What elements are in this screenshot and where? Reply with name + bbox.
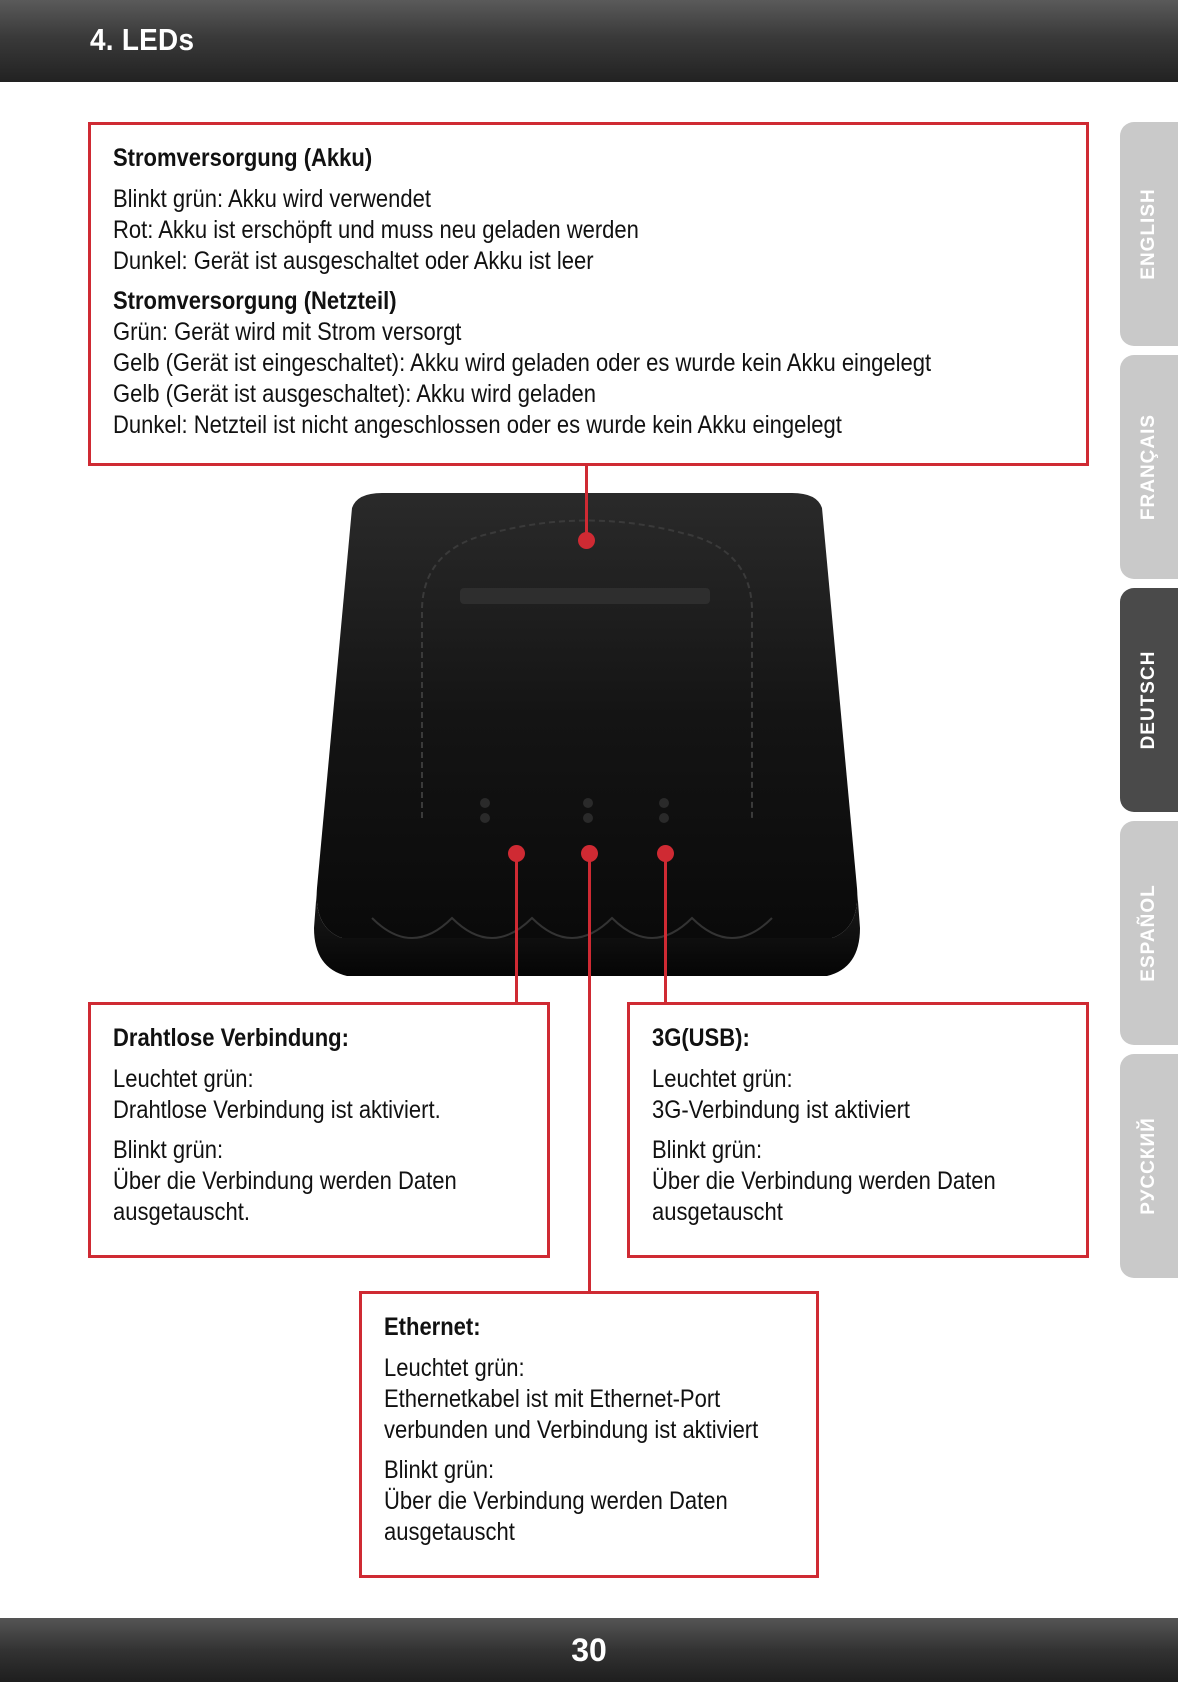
tab-francais-label: FRANÇAIS bbox=[1138, 413, 1159, 521]
ethernet-desc: Ethernetkabel ist mit Ethernet-Port bbox=[384, 1385, 721, 1413]
ethernet-led-box bbox=[359, 1291, 819, 1578]
adapter-line: Grün: Gerät wird mit Strom versorgt bbox=[113, 318, 462, 346]
usb-connector-line bbox=[664, 853, 667, 1003]
router-device-image bbox=[312, 488, 862, 980]
wireless-desc: ausgetauscht. bbox=[113, 1198, 250, 1226]
battery-line: Rot: Akku ist erschöpft und muss neu geladen werden bbox=[113, 216, 639, 244]
ethernet-state: Blinkt grün: bbox=[384, 1456, 495, 1484]
adapter-heading: Stromversorgung (Netzteil) bbox=[113, 287, 397, 315]
power-connector-line bbox=[585, 462, 588, 540]
ethernet-state: Leuchtet grün: bbox=[384, 1354, 525, 1382]
wireless-state: Leuchtet grün: bbox=[113, 1065, 254, 1093]
page-footer bbox=[0, 1618, 1178, 1682]
wireless-led-box bbox=[88, 1002, 550, 1258]
usb-led-dot bbox=[657, 845, 674, 862]
ethernet-desc: Über die Verbindung werden Daten bbox=[384, 1487, 728, 1515]
tab-russian[interactable] bbox=[1120, 1054, 1178, 1278]
ethernet-desc: verbunden und Verbindung ist aktiviert bbox=[384, 1416, 759, 1444]
page-title: 4. LEDs bbox=[90, 22, 195, 57]
power-led-box bbox=[88, 122, 1089, 466]
tab-deutsch[interactable] bbox=[1120, 588, 1178, 812]
wireless-heading: Drahtlose Verbindung: bbox=[113, 1024, 349, 1052]
usb-desc: Über die Verbindung werden Daten bbox=[652, 1167, 996, 1195]
adapter-line: Dunkel: Netzteil ist nicht angeschlossen oder es wurde kein Akku eingelegt bbox=[113, 411, 842, 439]
battery-line: Dunkel: Gerät ist ausgeschaltet oder Akku ist leer bbox=[113, 247, 594, 275]
battery-line: Blinkt grün: Akku wird verwendet bbox=[113, 185, 431, 213]
tab-english[interactable] bbox=[1120, 122, 1178, 346]
wireless-state: Blinkt grün: bbox=[113, 1136, 224, 1164]
tab-english-label: ENGLISH bbox=[1138, 188, 1159, 280]
usb-desc: ausgetauscht bbox=[652, 1198, 783, 1226]
tab-deutsch-label: DEUTSCH bbox=[1138, 650, 1159, 750]
tab-russian-label: РУССКИЙ bbox=[1138, 1117, 1159, 1215]
wireless-desc: Drahtlose Verbindung ist aktiviert. bbox=[113, 1096, 441, 1124]
usb-heading: 3G(USB): bbox=[652, 1024, 750, 1052]
tab-francais[interactable] bbox=[1120, 355, 1178, 579]
usb-state: Blinkt grün: bbox=[652, 1136, 763, 1164]
page-header bbox=[0, 0, 1178, 82]
battery-heading: Stromversorgung (Akku) bbox=[113, 144, 373, 172]
wireless-connector-line bbox=[515, 853, 518, 1003]
adapter-line: Gelb (Gerät ist ausgeschaltet): Akku wird geladen bbox=[113, 380, 597, 408]
tab-espanol[interactable] bbox=[1120, 821, 1178, 1045]
usb-desc: 3G-Verbindung ist aktiviert bbox=[652, 1096, 911, 1124]
page-number: 30 bbox=[571, 1632, 607, 1668]
power-led-dot bbox=[578, 532, 595, 549]
usb-state: Leuchtet grün: bbox=[652, 1065, 793, 1093]
ethernet-led-dot bbox=[581, 845, 598, 862]
ethernet-heading: Ethernet: bbox=[384, 1313, 481, 1341]
wireless-desc: Über die Verbindung werden Daten bbox=[113, 1167, 457, 1195]
ethernet-connector-line bbox=[588, 853, 591, 1293]
adapter-line: Gelb (Gerät ist eingeschaltet): Akku wird geladen oder es wurde kein Akku eingelegt bbox=[113, 349, 932, 377]
usb-led-box bbox=[627, 1002, 1089, 1258]
ethernet-desc: ausgetauscht bbox=[384, 1518, 515, 1546]
wireless-led-dot bbox=[508, 845, 525, 862]
tab-espanol-label: ESPAÑOL bbox=[1138, 884, 1159, 982]
